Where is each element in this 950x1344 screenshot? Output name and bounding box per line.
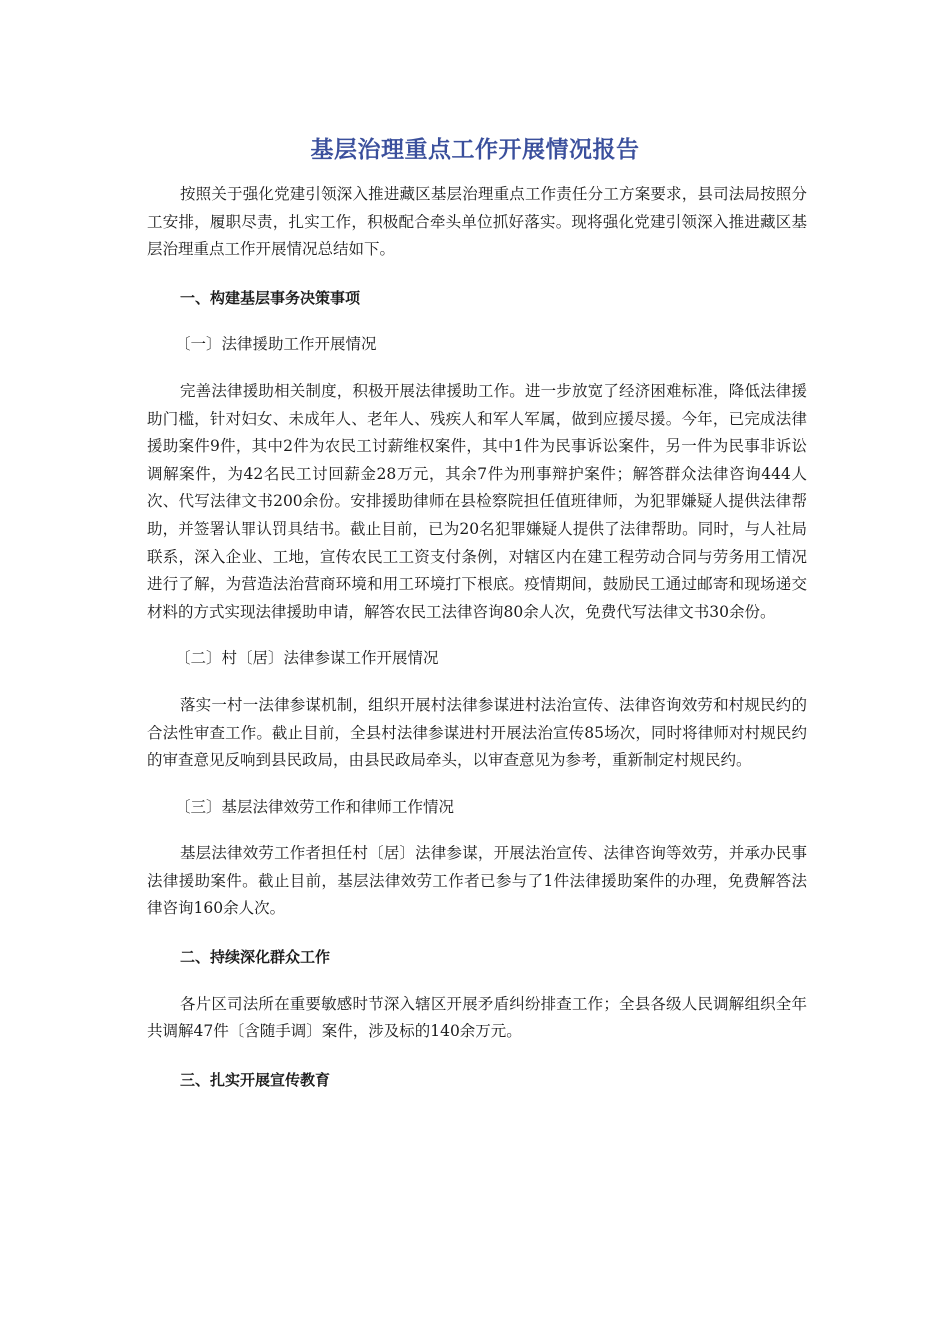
section-2-body: 各片区司法所在重要敏感时节深入辖区开展矛盾纠纷排查工作；全县各级人民调解组织全年共调解47件〔含随手调〕案件，涉及标的140余万元。	[147, 994, 807, 1041]
intro-paragraph: 按照关于强化党建引领深入推进藏区基层治理重点工作责任分工方案要求，县司法局按照分工安排，履职尽责，扎实工作，积极配合牵头单位抓好落实。现将强化党建引领深入推进藏区基层治理重点工作开展情况总结如下。	[147, 185, 807, 259]
document-title: 基层治理重点工作开展情况报告	[310, 137, 640, 163]
document-body	[147, 181, 807, 1094]
section-1-sub-1-body: 完善法律援助相关制度，积极开展法律援助工作。进一步放宽了经济困难标准，降低法律援助门槛，针对妇女、未成年人、老年人、残疾人和军人军属，做到应援尽援。今年，已完成法律援助案件9件，其中2件为农民工讨薪维权案件，其中1件为民事诉讼案件，另一件为民事非诉讼调解案件，为42名民工讨回薪金28万元，其余7件为刑事辩护案件；解答群众法律咨询444人次、代写法律文书200余份。安排援助律师在县检察院担任值班律师，为犯罪嫌疑人提供法律帮助，并签署认罪认罚具结书。截止目前，已为20名犯罪嫌疑人提供了法律帮助。同时，与人社局联系，深入企业、工地，宣传农民工工资支付条例，对辖区内在建工程劳动合同与劳务用工情况进行了解，为营造法治营商环境和用工环境打下根底。疫情期间，鼓励民工通过邮寄和现场递交材料的方式实现法律援助申请，解答农民工法律咨询80余人次，免费代写法律文书30余份。	[147, 381, 807, 621]
section-1-heading: 一、构建基层事务决策事项	[180, 288, 361, 307]
section-3-heading: 三、扎实开展宣传教育	[180, 1070, 331, 1089]
section-1-sub-2-body: 落实一村一法律参谋机制，组织开展村法律参谋进村法治宣传、法律咨询效劳和村规民约的合法性审查工作。截止目前，全县村法律参谋进村开展法治宣传85场次，同时将律师对村规民约的审查意见反响到县民政局，由县民政局牵头，以审查意见为参考，重新制定村规民约。	[147, 695, 807, 770]
section-1-sub-3-body: 基层法律效劳工作者担任村〔居〕法律参谋，开展法治宣传、法律咨询等效劳，并承办民事法律援助案件。截止目前，基层法律效劳工作者已参与了1件法律援助案件的办理，免费解答法律咨询160余人次。	[147, 844, 807, 918]
section-1-sub-1-heading: 〔一〕法律援助工作开展情况	[175, 335, 377, 354]
section-2-heading: 二、持续深化群众工作	[180, 948, 331, 967]
section-1-sub-2-heading: 〔二〕村〔居〕法律参谋工作开展情况	[175, 649, 439, 668]
section-1-sub-3-heading: 〔三〕基层法律效劳工作和律师工作情况	[175, 797, 455, 816]
